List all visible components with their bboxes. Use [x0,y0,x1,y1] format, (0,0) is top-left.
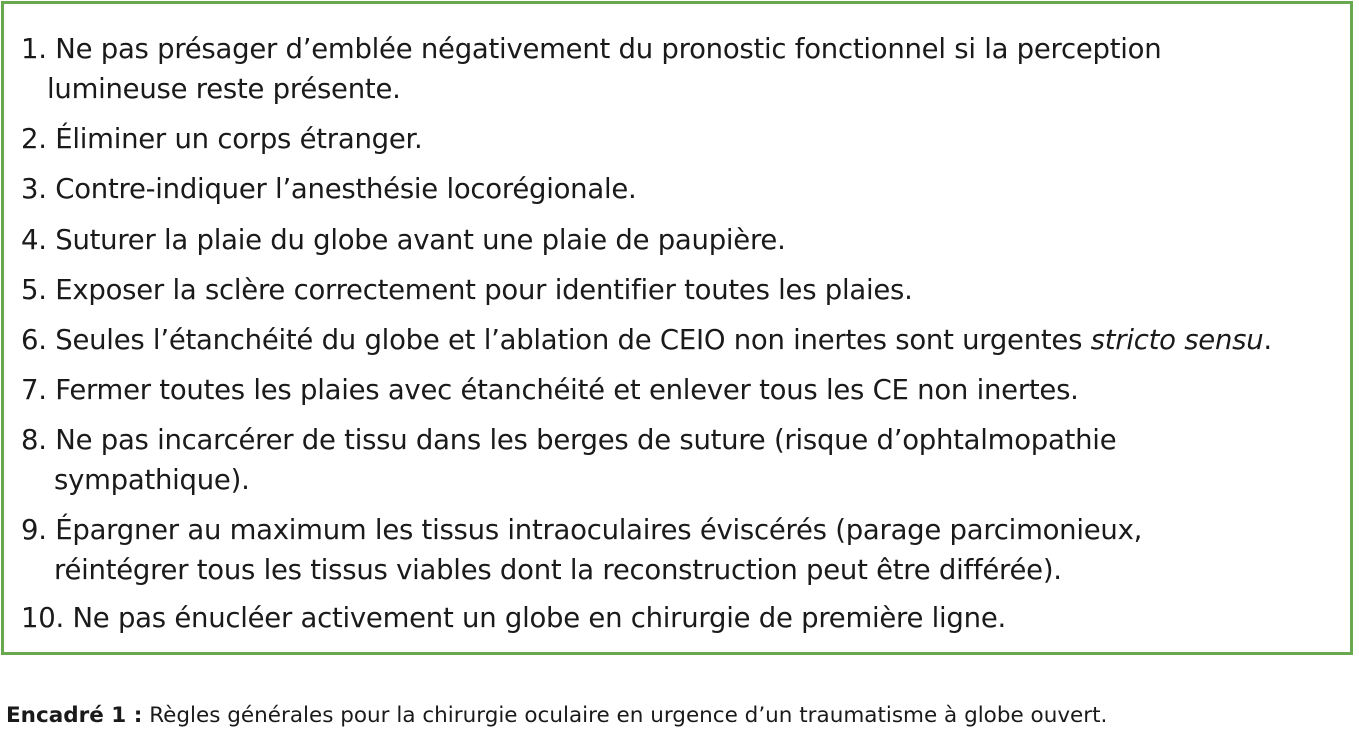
rule-10-line-1 [21,602,1006,634]
rule-number: 3. [21,173,47,205]
rule-5-line-1 [21,274,913,306]
rule-text: Ne pas incarcérer de tissu dans les berges de suture (risque d’ophtalmopathie [55,424,1117,456]
rule-4-line-1 [21,224,786,256]
rule-text: Fermer toutes les plaies avec étanchéité et enlever tous les CE non inertes. [55,374,1079,406]
rule-text: Exposer la sclère correctement pour identifier toutes les plaies. [55,274,913,306]
rule-9-line-1 [21,514,1142,546]
rule-text: Épargner au maximum les tissus intraoculaires éviscérés (parage parcimonieux, [55,514,1143,546]
rules-box [1,1,1353,655]
rule-text: Seules l’étanchéité du globe et l’ablation de CEIO non inertes sont urgentes [55,324,1091,356]
rule-text-italic: stricto sensu [1090,324,1264,356]
rule-text: Ne pas énucléer activement un globe en chirurgie de première ligne. [72,602,1006,634]
rule-text: Ne pas présager d’emblée négativement du pronostic fonctionnel si la perception [55,33,1162,65]
rule-7-line-1 [21,374,1079,406]
rule-text: Suturer la plaie du globe avant une plaie de paupière. [55,224,786,256]
rule-number: 7. [21,374,47,406]
rule-2-line-1 [21,123,423,155]
rule-number: 2. [21,123,47,155]
rule-9-line-2: réintégrer tous les tissus viables dont la reconstruction peut être différée). [54,554,1062,586]
rule-1-line-1 [21,33,1161,65]
figure-caption [6,702,1107,730]
rule-number: 4. [21,224,47,256]
rule-8-line-2: sympathique). [54,464,250,496]
rule-1-line-2: lumineuse reste présente. [47,73,401,105]
rule-number: 1. [21,33,47,65]
rule-number: 9. [21,514,47,546]
rule-8-line-1 [21,424,1116,456]
rule-text: Éliminer un corps étranger. [55,123,423,155]
rule-number: 6. [21,324,47,356]
rule-text-end: . [1263,324,1272,356]
rule-3-line-1 [21,173,637,205]
caption-text: Règles générales pour la chirurgie oculaire en urgence d’un traumatisme à globe ouvert. [142,703,1108,728]
rule-text: Contre-indiquer l’anesthésie locorégionale. [55,173,637,205]
rule-number: 5. [21,274,47,306]
rule-6-line-1 [21,324,1272,356]
rule-number: 8. [21,424,47,456]
caption-label: Encadré 1 : [6,703,143,728]
rule-number: 10. [21,602,64,634]
